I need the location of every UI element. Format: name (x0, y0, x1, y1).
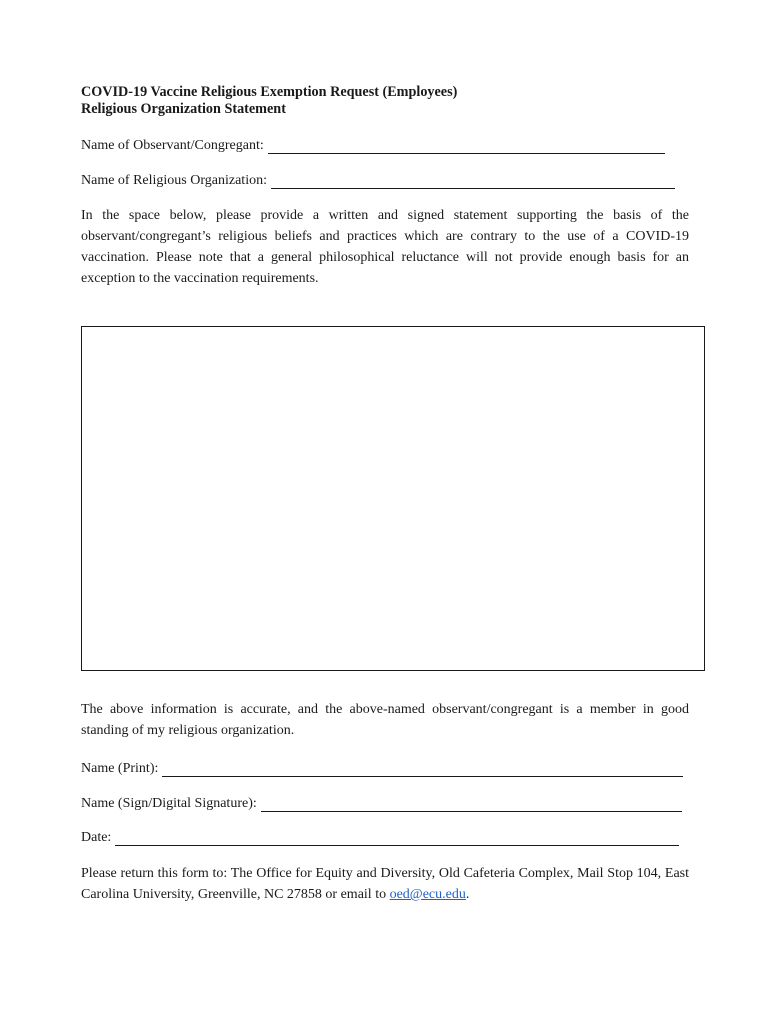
print-name-field (81, 760, 683, 777)
form-title: COVID-19 Vaccine Religious Exemption Request (Employees) (81, 84, 458, 100)
date-field (81, 829, 679, 846)
print-name-label: Name (Print): (81, 761, 159, 776)
attestation-paragraph: The above information is accurate, and the above-named observant/congregant is a member in good standing of my religious organization. (81, 702, 689, 738)
date-input-line[interactable] (115, 832, 679, 846)
return-info-paragraph (81, 863, 689, 905)
date-label: Date: (81, 830, 112, 845)
signature-field (81, 795, 682, 812)
observant-name-input-line[interactable] (268, 140, 665, 154)
form-subtitle: Religious Organization Statement (81, 101, 286, 117)
instructions-paragraph: In the space below, please provide a written and signed statement supporting the basis of the observant/congregant’s religious beliefs and practices which are contrary to the use of a COVID-19 vaccination. Please note that a general philosophical reluctance will not provide enough basis for an exception to the vaccination requirements. (81, 208, 689, 286)
observant-name-field (81, 137, 665, 154)
statement-text-box[interactable] (81, 326, 705, 671)
return-info-text: Please return this form to: The Office for Equity and Diversity, Old Cafeteria Complex, Mail Stop 104, East Carolina University, Greenville, NC 27858 or email to (81, 866, 689, 902)
document-heading (81, 84, 457, 118)
return-info-end: . (465, 887, 470, 902)
email-link[interactable]: oed@ecu.edu (389, 887, 466, 902)
organization-name-label: Name of Religious Organization: (81, 173, 267, 188)
observant-name-label: Name of Observant/Congregant: (81, 138, 264, 153)
print-name-input-line[interactable] (162, 763, 683, 777)
signature-input-line[interactable] (261, 798, 682, 812)
signature-label: Name (Sign/Digital Signature): (81, 796, 257, 811)
organization-name-field (81, 172, 675, 189)
organization-name-input-line[interactable] (271, 175, 675, 189)
